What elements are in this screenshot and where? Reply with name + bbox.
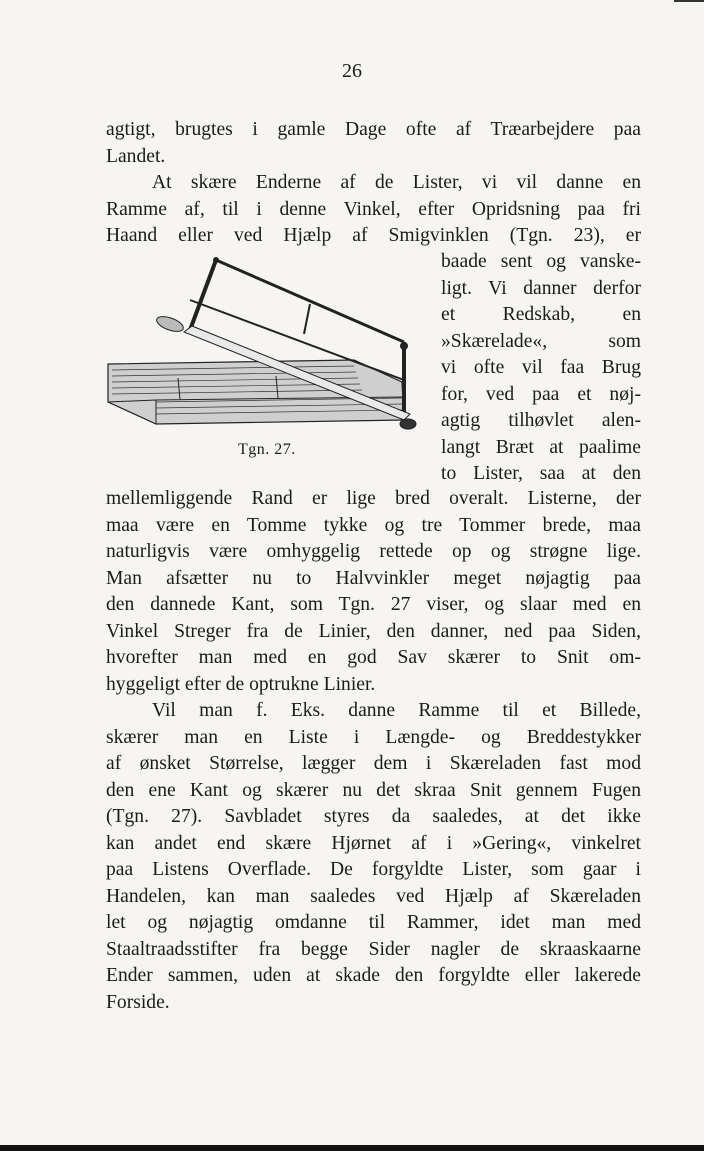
text-line: Ramme af, til i denne Vinkel, efter Opridsning paa fri (106, 198, 641, 220)
text-line: hyggeligt efter de optrukne Linier. (106, 673, 376, 695)
text-line: Forside. (106, 991, 170, 1013)
figure-caption: Tgn. 27. (238, 441, 296, 458)
text-line: den dannede Kant, som Tgn. 27 viser, og slaar med en (106, 594, 641, 615)
page-edge-mark (674, 0, 704, 2)
text-line: for, ved paa et nøj- (441, 383, 641, 405)
text-line: et Redskab, en (441, 304, 641, 325)
page-number: 26 (342, 60, 362, 82)
text-line: skærer man en Liste i Længde- og Breddestykker (106, 726, 641, 748)
text-line: (Tgn. 27). Savbladet styres da saaledes, at det ikke (106, 806, 641, 827)
text-line: agtig tilhøvlet alen- (441, 410, 641, 431)
page-bottom-border (0, 1145, 704, 1151)
text-block-top (106, 117, 641, 250)
miter-box-illustration (104, 252, 422, 437)
text-line: Man afsætter nu to Halvvinkler meget nøjagtig paa (106, 567, 641, 589)
text-line: to Lister, saa at den (441, 463, 641, 484)
text-line: mellemliggende Rand er lige bred overalt. Listerne, der (106, 488, 641, 509)
text-line: langt Bræt at paalime (441, 436, 641, 458)
text-block-wrap (441, 249, 641, 488)
text-line: Vinkel Streger fra de Linier, den danner, ned paa Siden, (106, 620, 641, 642)
text-line: maa være en Tomme tykke og tre Tommer brede, maa (106, 514, 641, 536)
text-line: Handelen, kan man saaledes ved Hjælp af Skæreladen (106, 885, 641, 907)
text-line: naturligvis være omhyggelig rettede op og strøgne lige. (106, 541, 641, 562)
text-line: At skære Enderne af de Lister, vi vil danne en (152, 172, 641, 193)
text-line: hvorefter man med en god Sav skærer to Snit om- (106, 647, 641, 668)
text-line: baade sent og vanske- (441, 251, 641, 272)
text-block-bottom (106, 486, 641, 1016)
text-line: kan andet end skære Hjørnet af i »Gering«, vinkelret (106, 832, 641, 854)
text-line: let og nøjagtig omdanne til Rammer, idet man med (106, 912, 641, 933)
text-line: ligt. Vi danner derfor (441, 277, 641, 299)
text-line: af ønsket Størrelse, lægger dem i Skæreladen fast mod (106, 753, 641, 774)
text-line: »Skærelade«, som (441, 330, 641, 352)
text-line: Haand eller ved Hjælp af Smigvinklen (Tgn. 23), er (106, 225, 641, 246)
text-line: paa Listens Overflade. De forgyldte Lister, som gaar i (106, 859, 641, 880)
text-line: den ene Kant og skærer nu det skraa Snit gennem Fugen (106, 779, 641, 801)
text-line: vi ofte vil faa Brug (441, 357, 641, 378)
text-line: Vil man f. Eks. danne Ramme til et Billede, (152, 700, 641, 721)
text-line: agtigt, brugtes i gamle Dage ofte af Træarbejdere paa (106, 119, 641, 140)
text-line: Ender sammen, uden at skade den forgyldte eller lakerede (106, 965, 641, 986)
text-line: Staaltraadsstifter fra begge Sider nagler de skraaskaarne (106, 938, 641, 960)
text-line: Landet. (106, 145, 166, 167)
